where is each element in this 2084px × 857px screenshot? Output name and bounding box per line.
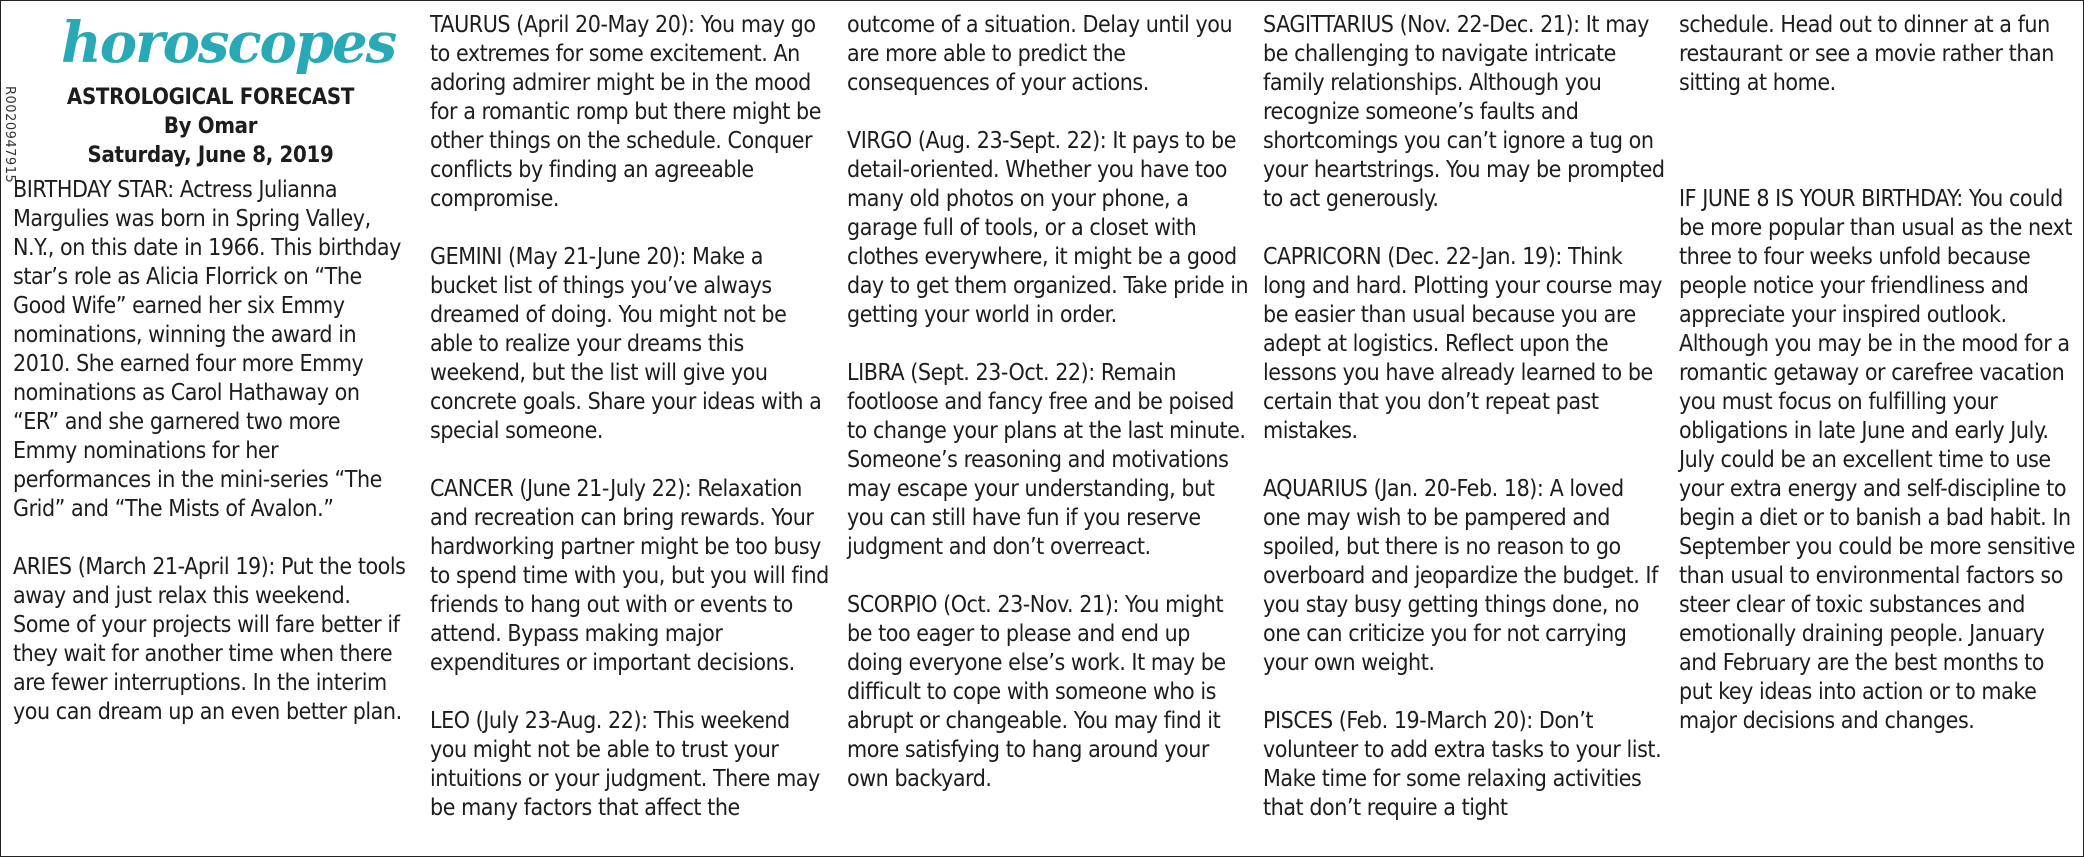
- sign-sagittarius: SAGITTARIUS (Nov. 22-Dec. 21): It may be challenging to navigate intricate family relationships. Although you recognize someone’s faults and shortcomings you can’t ignore a tug on your heartstrings. You may be prompted to act generously.: [1263, 12, 1665, 212]
- sign-aries: ARIES (March 21-April 19): Put the tools away and just relax this weekend. Some of your projects will fare better if they wait for another time when there are fewer interruptions. In the interim you can dream up an even better plan.: [13, 554, 406, 725]
- sign-pisces: PISCES (Feb. 19-March 20): Don’t volunteer to add extra tasks to your list. Make time for some relaxing activities that don’t require a tight: [1263, 708, 1662, 821]
- column-4: [1263, 11, 1665, 852]
- sign-virgo: VIRGO (Aug. 23-Sept. 22): It pays to be detail-oriented. Whether you have too many old photos on your phone, a garage full of tools, or a closet with clothes everywhere, it might be a good day to get them organized. Take pride in getting your world in order.: [847, 128, 1249, 328]
- sign-libra: LIBRA (Sept. 23-Oct. 22): Remain footloose and fancy free and be poised to change your plans at the last minute. Someone’s reasoning and motivations may escape your understanding, but you can still have fun if you reserve judgment and don’t overreact.: [847, 360, 1246, 560]
- forecast-title: ASTROLOGICAL FORECAST: [66, 85, 355, 110]
- birthday-star: BIRTHDAY STAR: Actress Julianna Margulies was born in Spring Valley, N.Y., on this date in 1966. This birthday star’s role as Alicia Florrick on “The Good Wife” earned her six Emmy nominations, winning the award in 2010. She earned four more Emmy nominations as Carol Hathaway on “ER” and she garnered two more Emmy nominations for her performances in the mini-series “The Grid” and “The Mists of Avalon.”: [13, 177, 401, 522]
- column-spacer: [1679, 127, 2079, 185]
- sign-cancer: CANCER (June 21-July 22): Relaxation and recreation can bring rewards. Your hardworking partner might be too busy to spend time with you, but you will find friends to hang out with or events to attend. Bypass making major expenditures or important decisions.: [430, 476, 829, 676]
- sign-taurus: TAURUS (April 20-May 20): You may go to extremes for some excitement. An adoring admirer might be in the mood for a romantic romp but there might be other things on the schedule. Conquer conflicts by finding an agreeable compromise.: [430, 12, 822, 212]
- sign-capricorn: CAPRICORN (Dec. 22-Jan. 19): Think long and hard. Plotting your course may be easier than usual because you are adept at logistics. Reflect upon the lessons you have already learned to be certain that you don’t repeat past mistakes.: [1263, 244, 1662, 444]
- birthday-forecast: IF JUNE 8 IS YOUR BIRTHDAY: You could be more popular than usual as the next three to four weeks unfold because people notice your friendliness and appreciate your inspired outlook. Although you may be in the mood for a romantic getaway or carefree vacation you must focus on fulfilling your obligations in late June and early July. July could be an excellent time to use your extra energy and self-discipline to begin a diet or to banish a bad habit. In September you could be more sensitive than usual to environmental factors so steer clear of toxic substances and emotionally draining people. January and February are the best months to put key ideas into action or to make major decisions and changes.: [1679, 186, 2076, 734]
- sign-leo: LEO (July 23-Aug. 22): This weekend you might not be able to trust your intuitions or your judgment. There may be many factors that affect the: [430, 708, 820, 821]
- column-1: [13, 11, 408, 756]
- sign-scorpio: SCORPIO (Oct. 23-Nov. 21): You might be too eager to please and end up doing everyone else’s work. It may be difficult to cope with someone who is abrupt or changeable. You may find it more satisfying to hang around your own backyard.: [847, 592, 1226, 792]
- sign-leo-continued: outcome of a situation. Delay until you are more able to predict the consequences of your actions.: [847, 12, 1233, 96]
- column-2: [430, 11, 832, 852]
- sign-gemini: GEMINI (May 21-June 20): Make a bucket list of things you’ve always dreamed of doing. You might not be able to realize your dreams this weekend, but the list will give you concrete goals. Share your ideas with a special someone.: [430, 244, 822, 444]
- forecast-date: Saturday, June 8, 2019: [87, 143, 334, 168]
- ad-code: R002094791​5: [2, 86, 17, 184]
- sign-aquarius: AQUARIUS (Jan. 20-Feb. 18): A loved one may wish to be pampered and spoiled, but there is no reason to go overboard and jeopardize the budget. If you stay busy getting things done, no one can criticize you for not carrying your own weight.: [1263, 476, 1658, 676]
- byline: By Omar: [163, 114, 258, 139]
- forecast-header: [13, 83, 408, 170]
- column-5: [1679, 11, 2079, 765]
- horoscopes-logo: horoscopes: [61, 10, 396, 76]
- column-3: [847, 11, 1249, 823]
- sign-pisces-continued: schedule. Head out to dinner at a fun restaurant or see a movie rather than sitting at home.: [1679, 12, 2054, 96]
